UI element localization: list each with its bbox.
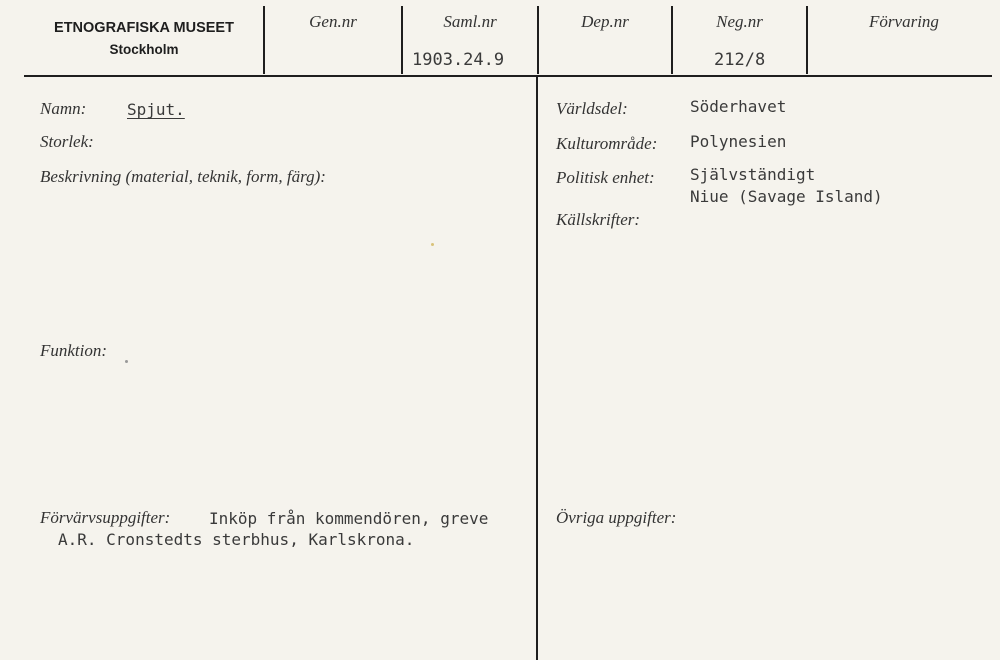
beskrivning-label: Beskrivning (material, teknik, form, färg): (40, 167, 326, 186)
funktion-label: Funktion: (40, 341, 108, 360)
forvarv-line-1: Inköp från kommendören, greve (209, 509, 489, 528)
forvarv-label: Förvärvsuppgifter: (40, 508, 171, 527)
ovriga-uppgifter-label: Övriga uppgifter: (556, 508, 677, 527)
saml-nr-value: 1903.24.9 (412, 50, 505, 70)
paper-speck (431, 243, 434, 246)
header-rule (24, 75, 992, 77)
museum-city: Stockholm (109, 42, 179, 57)
storlek-label: Storlek: (40, 132, 94, 151)
paper-speck (125, 360, 128, 363)
dep-nr-label: Dep.nr (581, 12, 629, 31)
museum-name: ETNOGRAFISKA MUSEET (54, 20, 234, 36)
kulturomrade-label: Kulturområde: (556, 134, 658, 153)
column-divider (536, 77, 538, 660)
politisk-enhet-value-line-1: Självständigt (690, 165, 816, 184)
museum-heading (26, 18, 262, 60)
neg-nr-value: 212/8 (714, 50, 766, 70)
politisk-enhet-label: Politisk enhet: (556, 168, 655, 187)
varldsdel-label: Världsdel: (556, 99, 628, 118)
forvaring-label: Förvaring (869, 12, 939, 31)
gen-nr-label: Gen.nr (309, 12, 357, 31)
namn-value: Spjut. (127, 100, 185, 119)
namn-label: Namn: (40, 99, 87, 118)
saml-nr-label: Saml.nr (443, 12, 497, 31)
neg-nr-label: Neg.nr (716, 12, 763, 31)
politisk-enhet-value-line-2: Niue (Savage Island) (690, 187, 883, 206)
kulturomrade-value: Polynesien (690, 132, 787, 151)
forvarv-line-2: A.R. Cronstedts sterbhus, Karlskrona. (58, 530, 415, 549)
varldsdel-value: Söderhavet (690, 97, 787, 116)
kallskrifter-label: Källskrifter: (556, 210, 641, 229)
